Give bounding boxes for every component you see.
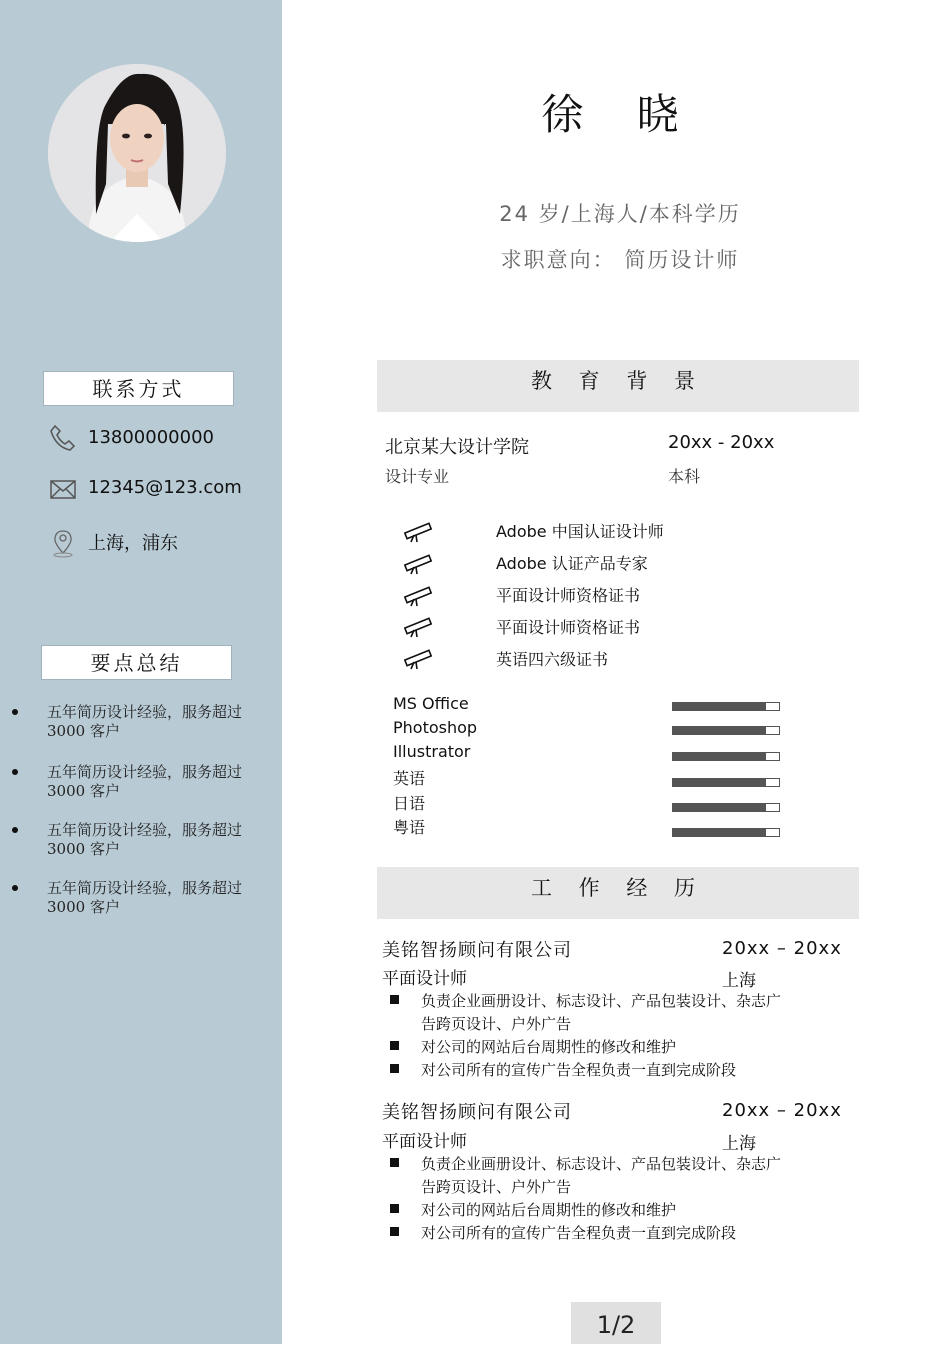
bullet-dot [12,827,18,833]
phone-icon [46,420,80,454]
portrait-image [48,64,226,242]
diploma-icon [402,521,434,543]
skill-level-bar [672,726,780,735]
certificate-item: 平面设计师资格证书 [496,618,641,637]
certificate-item: 平面设计师资格证书 [496,586,641,605]
skill-level-bar [672,778,780,787]
skill-level-bar [672,702,780,711]
skill-name: 粤语 [393,818,426,837]
bullet-square [390,1064,399,1073]
job-city: 上海 [722,971,756,991]
summary-item: 五年简历设计经验，服务超过 3000 客户 [12,763,262,801]
degree: 本科 [668,467,701,486]
contact-email [46,470,242,504]
skill-name: 英语 [393,769,426,788]
education-years: 20xx - 20xx [668,432,775,453]
summary-item: 五年简历设计经验，服务超过 3000 客户 [12,879,262,917]
summary-item: 五年简历设计经验，服务超过 3000 客户 [12,703,262,741]
diploma-icon [402,585,434,607]
major: 设计专业 [385,467,450,486]
bullet-dot [12,709,18,715]
company-name: 美铭智扬顾问有限公司 [382,940,572,961]
job-duty: 负责企业画册设计、标志设计、产品包装设计、杂志广 [421,992,782,1010]
skill-level-bar [672,803,780,812]
certificate-item: 英语四六级证书 [496,650,609,669]
bullet-dot [12,769,18,775]
bullet-square [390,1158,399,1167]
bullet-dot [12,885,18,891]
school-name: 北京某大设计学院 [385,437,529,458]
contact-location [46,525,178,559]
bullet-square [390,1041,399,1050]
job-position: 平面设计师 [382,1132,467,1152]
sidebar [0,0,282,1344]
person-name: 徐 晓 [541,90,699,139]
job-position: 平面设计师 [382,969,467,989]
job-duty: 对公司的网站后台周期性的修改和维护 [421,1038,677,1056]
bullet-square [390,1204,399,1213]
work-heading: 工 作 经 历 [377,867,859,919]
diploma-icon [402,553,434,575]
diploma-icon [402,616,434,638]
job-duty-continued: 告跨页设计、户外广告 [421,1015,572,1033]
job-duty: 对公司的网站后台周期性的修改和维护 [421,1201,677,1219]
skill-name: 日语 [393,794,426,813]
bullet-square [390,995,399,1004]
job-duty: 负责企业画册设计、标志设计、产品包装设计、杂志广 [421,1155,782,1173]
job-years: 20xx – 20xx [722,938,842,959]
contact-heading: 联系方式 [43,371,234,406]
contact-phone [46,420,214,454]
skill-level-bar [672,828,780,837]
avatar [48,64,226,242]
company-name: 美铭智扬顾问有限公司 [382,1102,572,1123]
job-objective: 求职意向： 简历设计师 [500,248,740,272]
email-address: 12345@123.com [88,476,242,498]
education-heading: 教 育 背 景 [377,360,859,412]
skill-name: Illustrator [393,742,471,761]
page-number: 1/2 [571,1302,661,1344]
mail-icon [46,470,80,504]
personal-info: 24 岁/上海人/本科学历 [499,202,741,226]
skill-name: Photoshop [393,718,478,737]
skill-level-bar [672,752,780,761]
certificate-item: Adobe 中国认证设计师 [496,522,664,541]
certificate-item: Adobe 认证产品专家 [496,554,648,573]
job-years: 20xx – 20xx [722,1100,842,1121]
phone-number: 13800000000 [88,426,214,448]
diploma-icon [402,648,434,670]
job-duty-continued: 告跨页设计、户外广告 [421,1178,572,1196]
job-duty: 对公司所有的宣传广告全程负责一直到完成阶段 [421,1224,737,1242]
job-duty: 对公司所有的宣传广告全程负责一直到完成阶段 [421,1061,737,1079]
summary-item: 五年简历设计经验，服务超过 3000 客户 [12,821,262,859]
job-city: 上海 [722,1134,756,1154]
summary-heading: 要点总结 [41,645,232,680]
location-pin-icon [46,525,80,559]
skill-name: MS Office [393,694,469,713]
bullet-square [390,1227,399,1236]
location-text: 上海，浦东 [88,533,178,554]
